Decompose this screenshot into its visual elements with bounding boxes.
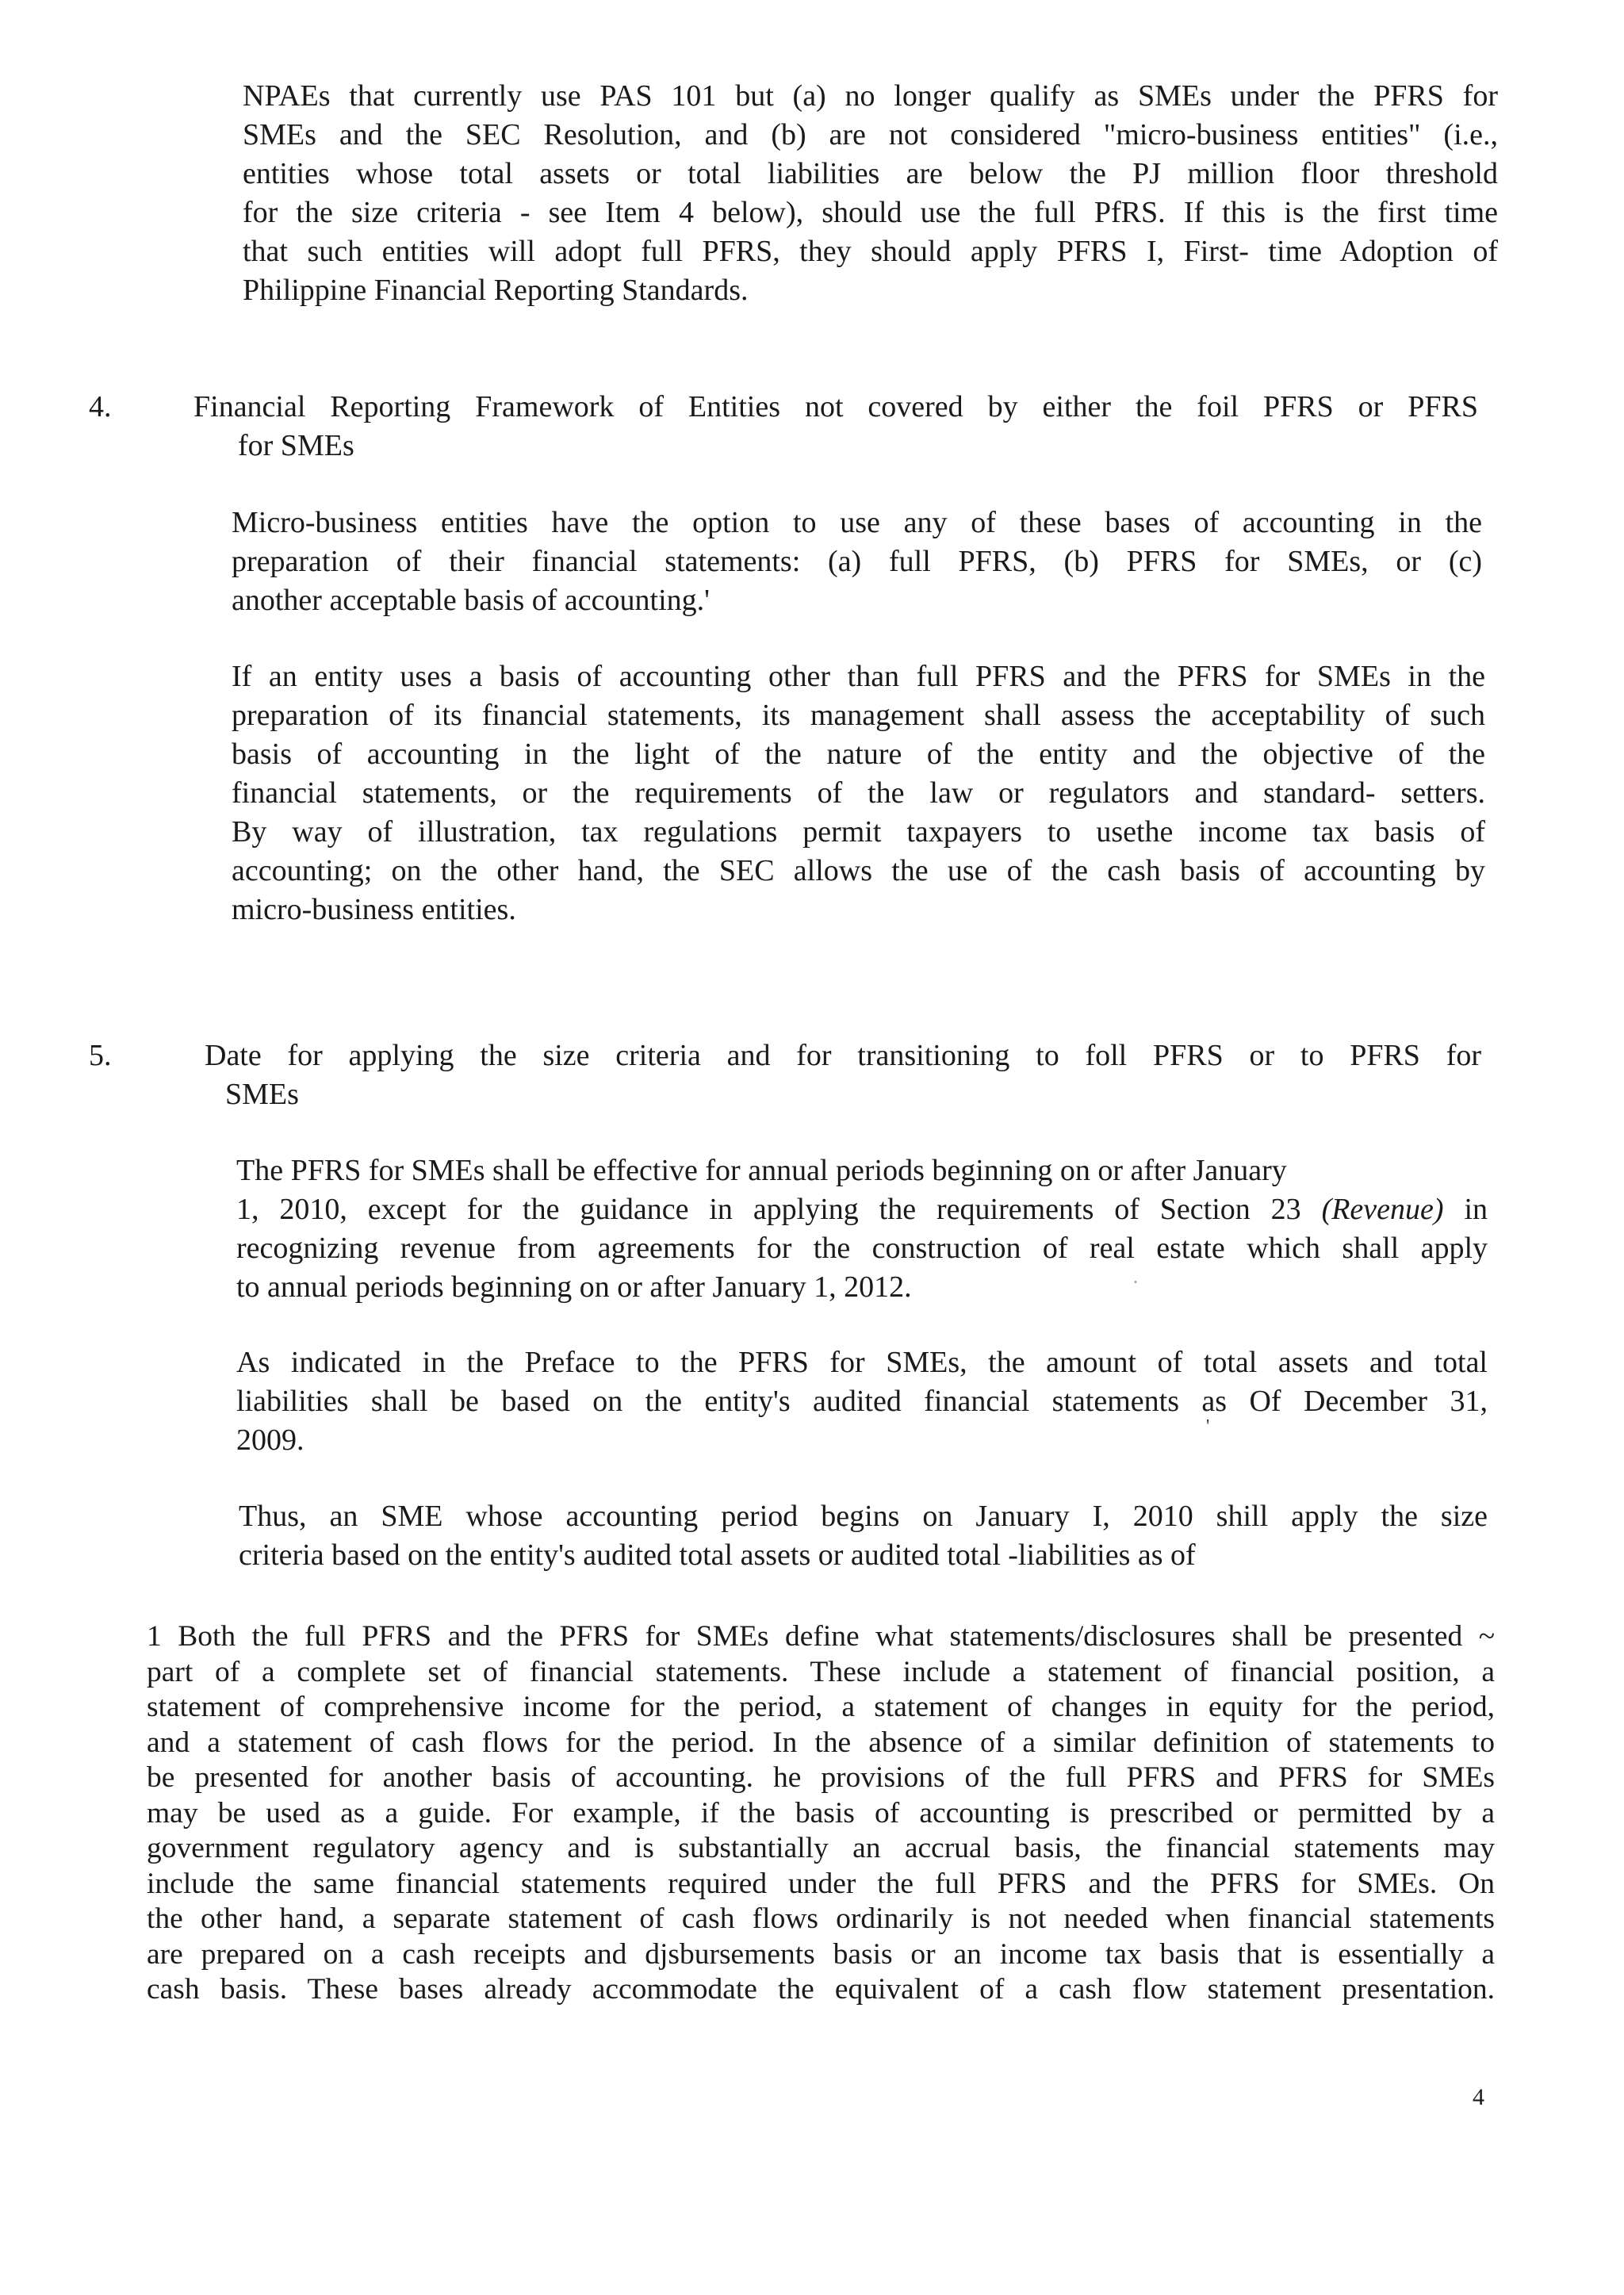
section-5-heading bbox=[205, 1036, 1481, 1114]
footnote-line: cash basis. These bases already accommodate the equivalent of a cash flow statement presentation. bbox=[147, 1973, 1495, 2006]
stray-mark: ' bbox=[1206, 1416, 1210, 1437]
text-line: preparation of its financial statements, its management shall assess the acceptability of such bbox=[232, 699, 1485, 732]
footnote-line: part of a complete set of financial statements. These include a statement of financial position, a bbox=[147, 1655, 1495, 1688]
section-4-paragraph-2 bbox=[232, 657, 1485, 929]
heading-line: Date for applying the size criteria and for transitioning to foll PFRS or to PFRS for bbox=[205, 1039, 1481, 1072]
footnote-line: statement of comprehensive income for the period, a statement of changes in equity for the period, bbox=[147, 1691, 1495, 1723]
section-5-paragraph-2 bbox=[236, 1343, 1488, 1460]
intro-paragraph bbox=[243, 77, 1498, 310]
footnote-line: the other hand, a separate statement of cash flows ordinarily is not needed when financial statements bbox=[147, 1902, 1495, 1935]
section-5-paragraph-3 bbox=[239, 1497, 1488, 1575]
text-line: Philippine Financial Reporting Standards. bbox=[243, 274, 749, 307]
stray-mark: . bbox=[1133, 1267, 1138, 1288]
footnote-line: be presented for another basis of accounting. he provisions of the full PFRS and PFRS for SMEs bbox=[147, 1761, 1495, 1794]
text-line: liabilities shall be based on the entity's audited financial statements as Of December 31, bbox=[236, 1385, 1488, 1418]
text-line: entities whose total assets or total liabilities are below the PJ million floor threshold bbox=[243, 157, 1498, 190]
footnote-line: include the same financial statements required under the full PFRS and the PFRS for SMEs. On bbox=[147, 1867, 1495, 1900]
text-line: The PFRS for SMEs shall be effective for annual periods beginning on or after January bbox=[236, 1154, 1287, 1187]
text-line: If an entity uses a basis of accounting other than full PFRS and the PFRS for SMEs in the bbox=[232, 660, 1485, 693]
footnote-line: 1 Both the full PFRS and the PFRS for SMEs define what statements/disclosures shall be presented ~ bbox=[147, 1620, 1495, 1653]
section-5-number: 5. bbox=[89, 1039, 112, 1072]
text-line: accounting; on the other hand, the SEC allows the use of the cash basis of accounting by bbox=[232, 854, 1485, 887]
section-4-paragraph-1 bbox=[232, 504, 1482, 620]
text-line: As indicated in the Preface to the PFRS for SMEs, the amount of total assets and total bbox=[236, 1346, 1488, 1379]
text-line bbox=[236, 1190, 1488, 1229]
text-line: By way of illustration, tax regulations permit taxpayers to usethe income tax basis of bbox=[232, 815, 1485, 849]
heading-line: SMEs bbox=[225, 1078, 299, 1111]
section-4-heading bbox=[193, 388, 1478, 466]
footnote-line: are prepared on a cash receipts and djsbursements basis or an income tax basis that is essentially a bbox=[147, 1937, 1495, 1971]
footnote-line: government regulatory agency and is substantially an accrual basis, the financial statements may bbox=[147, 1832, 1495, 1864]
revenue-italic: (Revenue) bbox=[1321, 1193, 1444, 1226]
section-5-paragraph-1 bbox=[236, 1151, 1488, 1307]
text-line: Thus, an SME whose accounting period begins on January I, 2010 shill apply the size bbox=[239, 1500, 1488, 1533]
text-line: for the size criteria - see Item 4 below), should use the full PfRS. If this is the first time bbox=[243, 196, 1498, 229]
text-line: criteria based on the entity's audited total assets or audited total -liabilities as of bbox=[239, 1538, 1196, 1572]
text-line: 2009. bbox=[236, 1423, 304, 1457]
text-line: SMEs and the SEC Resolution, and (b) are not considered "micro-business entities" (i.e., bbox=[243, 118, 1498, 151]
heading-line: Financial Reporting Framework of Entities not covered by either the foil PFRS or PFRS bbox=[193, 390, 1478, 423]
heading-line: for SMEs bbox=[238, 429, 354, 462]
text-line: financial statements, or the requirements of the law or regulators and standard- setters. bbox=[232, 776, 1485, 810]
text-line: Micro-business entities have the option to use any of these bases of accounting in the bbox=[232, 506, 1482, 539]
page-number: 4 bbox=[1473, 2084, 1484, 2110]
footnote-line: may be used as a guide. For example, if the basis of accounting is prescribed or permitted by a bbox=[147, 1796, 1495, 1829]
text-line: preparation of their financial statements: (a) full PFRS, (b) PFRS for SMEs, or (c) bbox=[232, 545, 1482, 578]
text-line: micro-business entities. bbox=[232, 893, 516, 926]
text-line: that such entities will adopt full PFRS, they should apply PFRS I, First- time Adoption of bbox=[243, 235, 1498, 268]
text-line: basis of accounting in the light of the nature of the entity and the objective of the bbox=[232, 738, 1485, 771]
text-line: NPAEs that currently use PAS 101 but (a) no longer qualify as SMEs under the PFRS for bbox=[243, 79, 1498, 113]
footnote-line: and a statement of cash flows for the period. In the absence of a similar definition of statements to bbox=[147, 1726, 1495, 1759]
text-run: in bbox=[1464, 1193, 1488, 1226]
footnote bbox=[147, 1619, 1495, 2008]
text-line: another acceptable basis of accounting.' bbox=[232, 584, 710, 617]
text-line: recognizing revenue from agreements for the construction of real estate which shall apply bbox=[236, 1232, 1488, 1265]
section-4-number: 4. bbox=[89, 390, 112, 423]
text-run: 1, 2010, except for the guidance in applying the requirements of Section 23 bbox=[236, 1193, 1301, 1226]
text-line: to annual periods beginning on or after January 1, 2012. bbox=[236, 1270, 912, 1304]
